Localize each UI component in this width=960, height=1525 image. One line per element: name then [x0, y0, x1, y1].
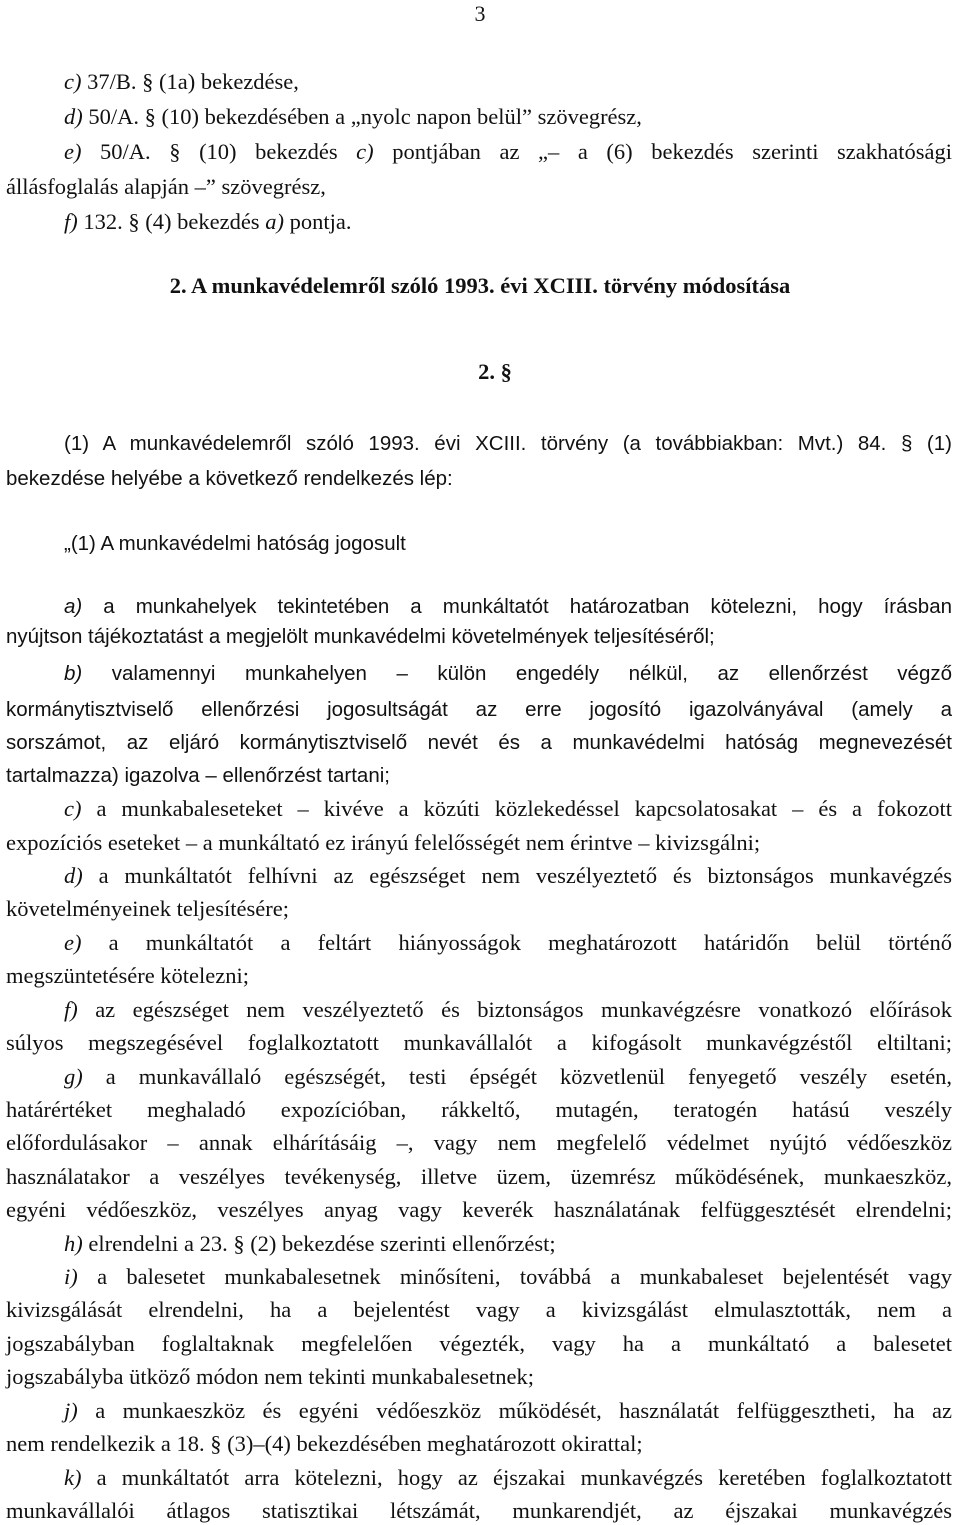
item-letter: c) [64, 796, 82, 821]
item-letter: h) [64, 1231, 83, 1256]
point-a-cont [6, 623, 952, 651]
text-run: a balesetet munkabalesetnek minősíteni, továbbá a munkabaleset bejelentését vagy [77, 1264, 952, 1289]
item-letter: c) [356, 139, 374, 164]
text-run: nyújtson tájékoztatást a megjelölt munkavédelmi követelmények teljesítéséről; [6, 625, 715, 648]
text-run: jogszabályba ütköző módon nem tekinti munkabalesetnek; [6, 1364, 534, 1389]
text-run: használatakor a veszélyes tevékenység, illetve üzem, üzemrész működésének, munkaeszköz, [6, 1164, 952, 1189]
text-run: kivizsgálását elrendelni, ha a bejelentést vagy a kivizsgálást elmulasztották, nem a [6, 1297, 952, 1322]
text-run: pontjában az „– a (6) bekezdés szerinti szakhatósági [373, 139, 952, 164]
point-j [64, 1397, 952, 1425]
point-h [64, 1230, 952, 1258]
point-g-cont-4 [6, 1196, 952, 1224]
text-run: kormánytisztviselő ellenőrzési jogosultságát az erre jogosító igazolványával (amely a [6, 698, 952, 721]
text-run: nem rendelkezik a 18. § (3)–(4) bekezdésében meghatározott okirattal; [6, 1431, 643, 1456]
text-run: 2. § [478, 359, 512, 384]
list-item-e-cont [6, 173, 952, 201]
point-i [64, 1263, 952, 1291]
item-letter: g) [64, 1064, 83, 1089]
text-run: 50/A. § (10) bekezdés [81, 139, 357, 164]
text-run: expozíciós eseteket – a munkáltató ez irányú felelősségét nem érintve – kivizsgálni; [6, 830, 761, 855]
text-run: 2. A munkavédelemről szóló 1993. évi XCIII. törvény módosítása [169, 273, 791, 298]
point-g-cont-2 [6, 1129, 952, 1157]
point-f [64, 996, 952, 1024]
item-letter: j) [64, 1398, 78, 1423]
point-k-cont [6, 1497, 952, 1525]
point-b [64, 660, 952, 688]
text-run: „(1) A munkavédelmi hatóság jogosult [64, 532, 406, 555]
text-run: (1) A munkavédelemről szóló 1993. évi XCIII. törvény (a továbbiakban: Mvt.) 84. § (1) [64, 432, 952, 455]
item-letter: f) [64, 997, 78, 1022]
point-b-cont-3 [6, 762, 952, 790]
item-letter: d) [64, 104, 83, 129]
point-b-cont-1 [6, 696, 952, 724]
text-run: a munkavállaló egészségét, testi épségét közvetlenül fenyegető veszély esetén, [82, 1064, 952, 1089]
point-c [64, 795, 952, 823]
point-i-cont-3 [6, 1363, 952, 1391]
item-letter: f) [64, 209, 78, 234]
point-g-cont-1 [6, 1096, 952, 1124]
text-run: egyéni védőeszköz, veszélyes anyag vagy keverék használatának felfüggesztését elrendelni; [6, 1197, 952, 1222]
point-g-cont-3 [6, 1163, 952, 1191]
text-run: követelményeinek teljesítésére; [6, 896, 290, 921]
list-item-d [64, 103, 952, 131]
item-letter: e) [64, 139, 82, 164]
text-run: elrendelni a 23. § (2) bekezdése szerinti ellenőrzést; [82, 1231, 556, 1256]
point-c-cont [6, 829, 952, 857]
amendment-intro-cont [6, 465, 952, 493]
text-run: állásfoglalás alapján –” szövegrész, [6, 174, 326, 199]
text-run: határértéket meghaladó expozícióban, rákkeltő, mutagén, teratogén hatású veszély [6, 1097, 952, 1122]
text-run: a munkabaleseteket – kivéve a közúti közlekedéssel kapcsolatosakat – és a fokozott [81, 796, 952, 821]
text-run: bekezdése helyébe a következő rendelkezés lép: [6, 467, 453, 490]
point-e [64, 929, 952, 957]
item-letter: a) [265, 209, 284, 234]
text-run: pontja. [283, 209, 352, 234]
point-j-cont [6, 1430, 952, 1458]
item-letter: e) [64, 930, 82, 955]
point-e-cont [6, 962, 952, 990]
text-run: az egészséget nem veszélyeztető és biztonságos munkavégzésre vonatkozó előírások [77, 997, 952, 1022]
point-g [64, 1063, 952, 1091]
text-run: 37/B. § (1a) bekezdése, [81, 69, 299, 94]
point-b-cont-2 [6, 729, 952, 757]
point-d-cont [6, 895, 952, 923]
paragraph-number [30, 358, 960, 386]
text-run: a munkáltatót arra kötelezni, hogy az éjszakai munkavégzés keretében foglalkoztatott [81, 1465, 952, 1490]
item-letter: c) [64, 69, 82, 94]
page-number: 3 [474, 1, 486, 26]
text-run: a munkahelyek tekintetében a munkáltatót határozatban kötelezni, hogy írásban [82, 595, 952, 618]
item-letter: b) [64, 662, 83, 685]
text-run: megszüntetésére kötelezni; [6, 963, 250, 988]
item-letter: i) [64, 1264, 78, 1289]
text-run: előfordulásakor – annak elhárításáig –, vagy nem megfelelő védelmet nyújtó védőeszköz [6, 1130, 952, 1155]
text-run: súlyos megszegésével foglalkoztatott munkavállalót a kifogásolt munkavégzéstől eltiltani; [6, 1030, 952, 1055]
list-item-e [64, 138, 952, 166]
text-run: munkavállalói átlagos statisztikai létszámát, munkarendjét, az éjszakai munkavégzés [6, 1498, 952, 1523]
section-heading [0, 272, 960, 300]
text-run: valamennyi munkahelyen – külön engedély nélkül, az ellenőrzést végző [82, 662, 952, 685]
text-run: a munkáltatót felhívni az egészséget nem veszélyeztető és biztonságos munkavégzés [82, 863, 952, 888]
text-run: a munkáltatót a feltárt hiányosságok meghatározott határidőn belül történő [81, 930, 952, 955]
text-run: sorszámot, az eljáró kormánytisztviselő nevét és a munkavédelmi hatóság megnevezését [6, 731, 952, 754]
point-i-cont-1 [6, 1296, 952, 1324]
amendment-intro [64, 430, 952, 458]
item-letter: d) [64, 863, 83, 888]
text-run: tartalmazza) igazolva – ellenőrzést tartani; [6, 764, 390, 787]
text-run: a munkaeszköz és egyéni védőeszköz működését, használatát felfüggesztheti, ha az [77, 1398, 952, 1423]
point-i-cont-2 [6, 1330, 952, 1358]
point-f-cont [6, 1029, 952, 1057]
list-item-c [64, 68, 952, 96]
point-a [64, 593, 952, 621]
item-letter: k) [64, 1465, 82, 1490]
point-d [64, 862, 952, 890]
list-item-f [64, 208, 952, 236]
point-k [64, 1464, 952, 1492]
text-run: 50/A. § (10) bekezdésében a „nyolc napon belül” szövegrész, [82, 104, 642, 129]
text-run: jogszabályban foglaltaknak megfelelően végezték, vagy ha a munkáltató a balesetet [6, 1331, 952, 1356]
quoted-provision-lead [64, 530, 952, 558]
item-letter: a) [64, 595, 83, 618]
text-run: 132. § (4) bekezdés [77, 209, 266, 234]
